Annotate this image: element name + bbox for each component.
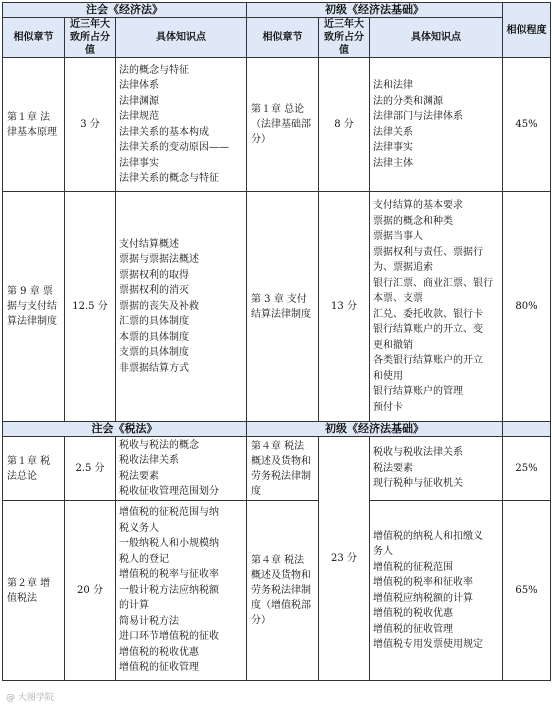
- knowledge-point-item: 法律渊源: [119, 95, 159, 107]
- header-chapter-2: 相似章节: [247, 18, 319, 58]
- knowledge-point-item: 税收与税法的概念: [119, 439, 199, 451]
- knowledge-point-item: 更和撤销: [373, 339, 413, 351]
- knowledge-point-item: 法律关系的概念与特征: [119, 173, 219, 184]
- knowledge-point-item: 法律关系的基本构成: [119, 126, 209, 138]
- section-title-basic-economic-law-2: 初级《经济法基础》: [247, 422, 503, 437]
- knowledge-point-item: 务人: [373, 546, 393, 557]
- cpa-chapter: 第１章 税法总论: [3, 437, 65, 501]
- knowledge-point-item: 法律主体: [373, 157, 413, 169]
- knowledge-point-item: 票据权利的取得: [119, 269, 189, 281]
- knowledge-point-item: 支付结算概述: [119, 238, 179, 250]
- header-points-2: 具体知识点: [370, 18, 503, 58]
- basic-knowledge-points: [370, 501, 503, 681]
- header-chapter: 相似章节: [3, 18, 65, 58]
- knowledge-point-item: 法的分类和渊源: [373, 95, 443, 107]
- cpa-knowledge-points: [116, 192, 247, 422]
- knowledge-point-item: 法律事实: [373, 142, 413, 153]
- knowledge-point-item: 法律规范: [119, 111, 159, 122]
- table-row: [3, 437, 551, 501]
- knowledge-point-item: 法和法律: [373, 80, 413, 91]
- knowledge-point-item: 法的概念与特征: [119, 64, 189, 76]
- cpa-chapter: 第１章 法律基本原理: [3, 58, 65, 192]
- knowledge-point-item: 税收征收管理范围划分: [119, 486, 219, 497]
- comparison-table: [2, 2, 551, 681]
- similarity-value: 80%: [503, 192, 551, 422]
- knowledge-point-item: 增值税专用发票使用规定: [373, 639, 483, 650]
- basic-score: 13 分: [319, 192, 370, 422]
- knowledge-point-item: 增值税的税率与征收率: [119, 569, 219, 581]
- cpa-score: 20 分: [65, 501, 116, 681]
- knowledge-point-item: 预付卡: [373, 401, 403, 413]
- knowledge-point-item: 法律关系的变动原因——: [119, 142, 229, 153]
- table-row: [3, 501, 551, 681]
- knowledge-point-item: 法律部门与法律体系: [373, 111, 463, 122]
- cpa-chapter: 第 9 章 票据与支付结算法律制度: [3, 192, 65, 422]
- knowledge-point-item: 各类银行结算账户的开立: [373, 355, 483, 366]
- header-points: 具体知识点: [116, 18, 247, 58]
- knowledge-point-item: 银行结算账户的管理: [373, 386, 463, 397]
- basic-knowledge-points: [370, 192, 503, 422]
- knowledge-point-item: 法律关系: [373, 126, 413, 138]
- basic-score: 23 分: [319, 437, 370, 681]
- knowledge-point-item: 税收与税收法律关系: [373, 447, 463, 459]
- knowledge-point-item: 增值税的纳税人和扣缴义: [373, 530, 483, 542]
- section-blank-cell: [503, 422, 551, 437]
- header-score: 近三年大致所占分值: [65, 18, 116, 58]
- table-row: [3, 192, 551, 422]
- cpa-knowledge-points: [116, 501, 247, 681]
- knowledge-point-item: 一般纳税人和小规模纳: [119, 538, 219, 550]
- section-title-cpa-economic-law: 注会《经济法》: [3, 3, 247, 18]
- knowledge-point-item: 税义务人: [119, 522, 159, 534]
- knowledge-point-item: 增值税的税收优惠: [373, 608, 453, 619]
- knowledge-point-item: 增值税的征税范围与纳: [119, 507, 219, 519]
- cpa-knowledge-points: [116, 437, 247, 501]
- knowledge-point-item: 税法要素: [373, 462, 413, 474]
- table-row: [3, 58, 551, 192]
- knowledge-point-item: 非票据结算方式: [119, 362, 189, 374]
- basic-knowledge-points: [370, 437, 503, 501]
- knowledge-point-item: 增值税的税率和征收率: [373, 577, 473, 588]
- similarity-value: 25%: [503, 437, 551, 501]
- knowledge-point-item: 银行汇票、商业汇票、银行: [373, 277, 493, 289]
- knowledge-point-item: 增值税的征收管理: [373, 623, 453, 635]
- knowledge-point-item: 票据的概念和种类: [373, 215, 453, 227]
- knowledge-point-item: 本票、支票: [373, 293, 423, 304]
- knowledge-point-item: 票据与票据法概述: [119, 254, 199, 266]
- knowledge-point-item: 银行结算账户的开立、变: [373, 324, 483, 335]
- cpa-chapter: 第２章 增值税法: [3, 501, 65, 681]
- basic-chapter: 第４章 税法概述及货物和劳务税法律制度: [247, 437, 319, 501]
- basic-chapter: 第１章 总论（法律基础部分）: [247, 58, 319, 192]
- column-header-row: [3, 18, 551, 58]
- basic-score: 8 分: [319, 58, 370, 192]
- knowledge-point-item: 一般计税方法应纳税额: [119, 584, 219, 596]
- knowledge-point-item: 增值税应纳税额的计算: [373, 592, 473, 604]
- cpa-score: 12.5 分: [65, 192, 116, 422]
- knowledge-point-item: 进口环节增值税的征收: [119, 631, 219, 643]
- knowledge-point-item: 汇兑、委托收款、银行卡: [373, 308, 483, 320]
- knowledge-point-item: 票据当事人: [373, 231, 423, 242]
- basic-knowledge-points: [370, 58, 503, 192]
- knowledge-point-item: 增值税的税收优惠: [119, 646, 199, 658]
- similarity-value: 45%: [503, 58, 551, 192]
- knowledge-point-item: 税收法律关系: [119, 455, 179, 466]
- cpa-knowledge-points: [116, 58, 247, 192]
- comparison-table-container: [2, 2, 550, 681]
- section-header-row-1: [3, 3, 551, 18]
- basic-chapter: 第４章 税法概述及货物和劳务税法律制度（增值税部分）: [247, 501, 319, 681]
- knowledge-point-item: 现行税种与征收机关: [373, 478, 463, 490]
- section-header-row-2: [3, 422, 551, 437]
- knowledge-point-item: 本票的具体制度: [119, 331, 189, 343]
- knowledge-point-item: 汇票的具体制度: [119, 316, 189, 328]
- knowledge-point-item: 简易计税方法: [119, 615, 179, 627]
- knowledge-point-item: 和使用: [373, 370, 403, 382]
- header-similarity: 相似程度: [503, 3, 551, 58]
- knowledge-point-item: 票据的丧失及补救: [119, 300, 199, 312]
- section-title-basic-economic-law: 初级《经济法基础》: [247, 3, 503, 18]
- basic-chapter: 第 3 章 支付结算法律制度: [247, 192, 319, 422]
- cpa-score: 2.5 分: [65, 437, 116, 501]
- similarity-value: 65%: [503, 501, 551, 681]
- knowledge-point-item: 税法要素: [119, 470, 159, 482]
- knowledge-point-item: 支票的具体制度: [119, 347, 189, 359]
- knowledge-point-item: 法律体系: [119, 80, 159, 91]
- knowledge-point-item: 票据权利的消灭: [119, 285, 189, 297]
- header-score-2: 近三年大致所占分值: [319, 18, 370, 58]
- knowledge-point-item: 税人的登记: [119, 553, 169, 565]
- knowledge-point-item: 的计算: [119, 600, 149, 612]
- knowledge-point-item: 增值税的征收管理: [119, 662, 199, 674]
- knowledge-point-item: 支付结算的基本要求: [373, 200, 463, 211]
- section-title-cpa-tax-law: 注会《税法》: [3, 422, 247, 437]
- cpa-score: 3 分: [65, 58, 116, 192]
- knowledge-point-item: 为、票据追索: [373, 262, 433, 273]
- watermark-text: @ 大图学院: [6, 693, 54, 703]
- knowledge-point-item: 票据权利与责任、票据行: [373, 246, 483, 258]
- knowledge-point-item: 法律事实: [119, 157, 159, 169]
- knowledge-point-item: 增值税的征税范围: [373, 561, 453, 573]
